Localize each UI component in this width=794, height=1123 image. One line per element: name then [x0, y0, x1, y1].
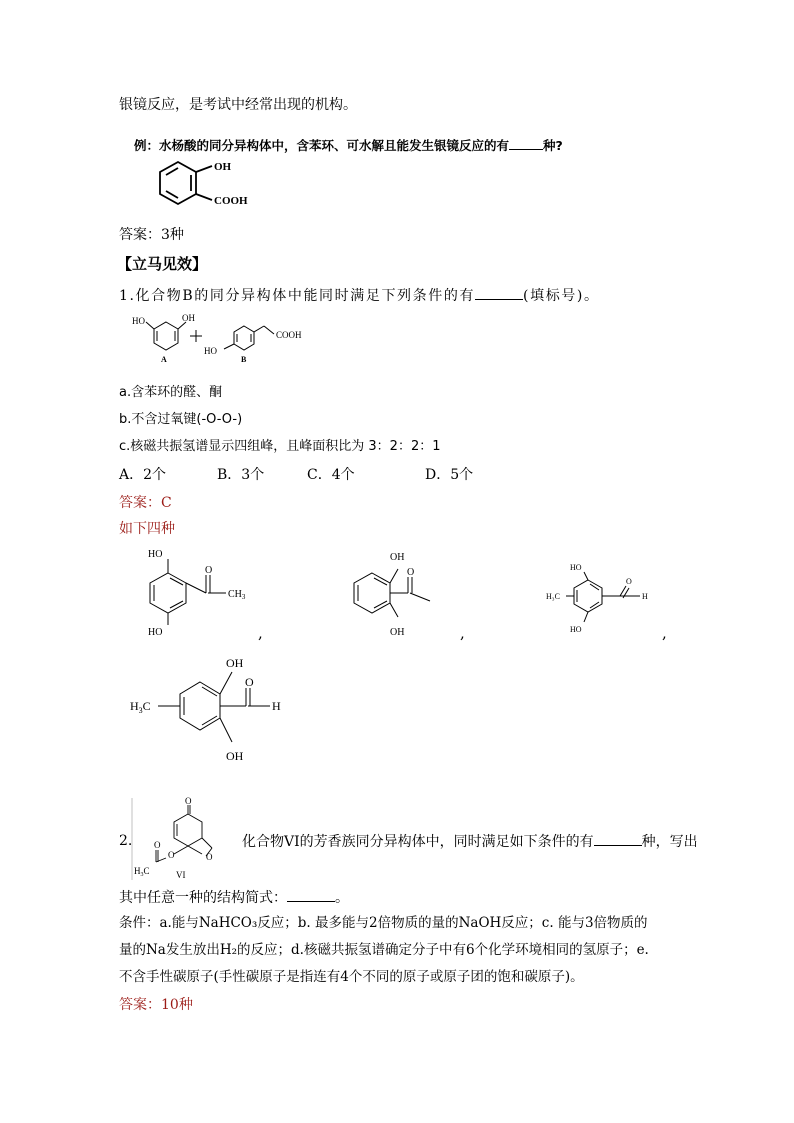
svg-text:HO: HO: [570, 563, 582, 572]
svg-text:HO: HO: [148, 549, 163, 560]
q1-condition-a: a.含苯环的醛、酮: [119, 385, 223, 400]
svg-text:O: O: [206, 852, 213, 862]
svg-text:H₃C: H₃C: [546, 592, 560, 601]
svg-text:H: H: [642, 592, 648, 601]
svg-text:VI: VI: [176, 870, 186, 880]
q1-note: 如下四种: [119, 521, 175, 537]
svg-text:HO: HO: [148, 627, 163, 638]
q1-option-a: A．2个: [119, 467, 167, 483]
q2-condition-line-2: 量的Na发生放出H₂的反应；d.核磁共振氢谱确定分子中有6个化学环境相同的氢原子；e.: [119, 942, 649, 958]
isomer-separator-2: ,: [460, 624, 465, 642]
example-question: 例：水杨酸的同分异构体中，含苯环、可水解且能发生银镜反应的有 种?: [134, 138, 563, 153]
svg-text:O: O: [185, 796, 192, 806]
q2-count-blank: [594, 832, 642, 846]
svg-text:HO: HO: [204, 346, 217, 356]
intro-text: 银镜反应，是考试中经常出现的机构。: [119, 97, 357, 113]
salicylic-acid-structure: [150, 156, 280, 214]
q1-option-b: B．3个: [217, 467, 265, 483]
isomer-1-structure: [128, 545, 258, 640]
q1-option-d: D．5个: [425, 467, 474, 483]
svg-text:OH: OH: [390, 552, 405, 563]
svg-text:OH: OH: [182, 313, 195, 323]
q2-condition-line-3: 不含手性碳原子(手性碳原子是指连有4个不同的原子或原子团的饱和碳原子)。: [119, 969, 584, 985]
q1-condition-b: b.不含过氧键(-O-O-): [119, 412, 243, 427]
svg-text:OH: OH: [214, 161, 232, 173]
q2-stem: 化合物VI的芳香族同分异构体中，同时满足如下条件的有 种，写出: [242, 834, 698, 850]
q1-option-c: C．4个: [307, 467, 355, 483]
q2-structure-blank: [287, 888, 335, 902]
svg-text:O: O: [626, 577, 632, 586]
q1-blank: [475, 286, 523, 300]
isomer-separator-3: ,: [662, 624, 667, 642]
svg-text:H3C: $H_3C$: [130, 699, 151, 715]
q1-compound-a-b-structures: [128, 308, 318, 366]
svg-text:O: O: [205, 565, 213, 576]
svg-text:O: O: [245, 675, 254, 689]
q1-answer: 答案：C: [119, 495, 172, 511]
isomer-4-structure: [128, 652, 298, 767]
svg-text:O: O: [168, 850, 175, 860]
example-figure: [120, 128, 590, 216]
example-answer: 答案：3种: [119, 227, 184, 243]
q1-stem: 1.化合物B的同分异构体中能同时满足下列条件的有 (填标号)。: [119, 288, 600, 304]
svg-text:OH: OH: [226, 656, 244, 670]
svg-text:A: A: [161, 355, 167, 364]
svg-text:HO: HO: [570, 625, 582, 634]
q2-condition-line-1: 条件：a.能与NaHCO₃反应；b. 最多能与2倍物质的量的NaOH反应；c. 能与3倍物质的: [119, 915, 648, 931]
svg-text:OH: OH: [390, 627, 405, 638]
compound-vi-structure: [130, 796, 242, 882]
q2-number: 2.: [119, 833, 133, 849]
svg-text:COOH: COOH: [276, 330, 302, 340]
svg-text:OH: OH: [226, 749, 244, 763]
isomer-separator-1: ,: [258, 624, 263, 642]
q2-answer: 答案：10种: [119, 997, 193, 1013]
svg-text:H: H: [272, 699, 281, 713]
svg-text:B: B: [241, 355, 247, 364]
svg-text:COOH: COOH: [214, 195, 248, 207]
svg-text:HO: HO: [132, 316, 145, 326]
isomer-2-structure: [338, 545, 468, 640]
q1-condition-c: c.核磁共振氢谱显示四组峰，且峰面积比为 3：2：2：1: [119, 439, 441, 454]
svg-text:CH3: $CH_3$: [228, 589, 246, 601]
example-blank: [509, 136, 543, 150]
svg-text:O: O: [154, 840, 161, 850]
q2-line2: 其中任意一种的结构简式： 。: [119, 890, 349, 906]
isomer-3-structure: [544, 560, 664, 640]
svg-text:H3C: $H_3C$: [134, 866, 150, 878]
section-heading: 【立马见效】: [117, 255, 208, 273]
svg-text:O: O: [407, 567, 415, 578]
